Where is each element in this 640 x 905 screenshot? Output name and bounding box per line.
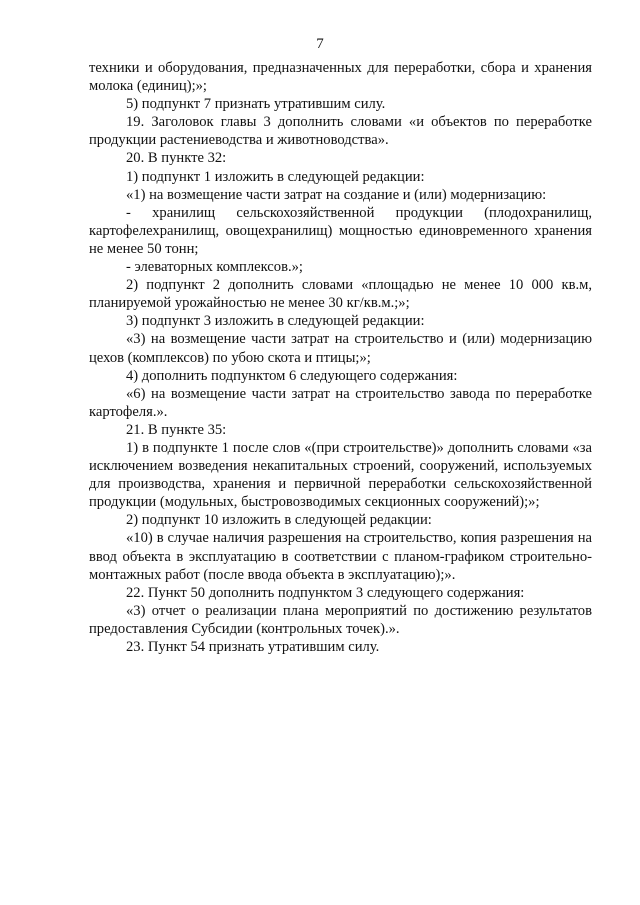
paragraph-item-19: 19. Заголовок главы 3 дополнить словами «и объектов по переработке продукции растениеводства и животноводства». (89, 114, 592, 149)
paragraph-continuation: техники и оборудования, предназначенных для переработки, сбора и хранения молока (единиц);»; (89, 60, 592, 95)
paragraph-item-20-sub-4-text: «6) на возмещение части затрат на строительство завода по переработке картофеля.». (89, 385, 592, 420)
paragraph-item-20-sub-1-text: «1) на возмещение части затрат на создание и (или) модернизацию: (126, 186, 547, 203)
paragraph-item-20: 20. В пункте 32: (126, 150, 227, 167)
paragraph-bullet-storage: - хранилищ сельскохозяйственной продукции (плодохранилищ, картофелехранилищ, овощехранилищ) мощностью единовременного хранения не менее 50 тонн; (89, 204, 592, 257)
paragraph-item-20-sub-3: 3) подпункт 3 изложить в следующей редакции: (126, 313, 425, 330)
paragraph-item-21-sub-2: 2) подпункт 10 изложить в следующей редакции: (126, 512, 432, 529)
paragraph-item-20-sub-1: 1) подпункт 1 изложить в следующей редакции: (126, 168, 425, 185)
paragraph-item-20-sub-4: 4) дополнить подпунктом 6 следующего содержания: (126, 367, 458, 384)
paragraph-item-21-sub-2-text: «10) в случае наличия разрешения на строительство, копия разрешения на ввод объекта в эксплуатацию в соответствии с планом-графиком строительно-монтажных работ (после ввода объекта в эксплуатацию);». (89, 530, 592, 583)
paragraph-item-20-sub-2: 2) подпункт 2 дополнить словами «площадью не менее 10 000 кв.м, планируемой урожайностью не менее 30 кг/кв.м.;»; (89, 277, 592, 312)
paragraph-item-22-text: «3) отчет о реализации плана мероприятий по достижению результатов предоставления Субсидии (контрольных точек).». (89, 602, 592, 637)
paragraph-item-22: 22. Пункт 50 дополнить подпунктом 3 следующего содержания: (126, 584, 525, 601)
paragraph-item-21: 21. В пункте 35: (126, 421, 227, 438)
page-number: 7 (316, 36, 324, 52)
paragraph-subitem-5: 5) подпункт 7 признать утратившим силу. (126, 96, 386, 113)
paragraph-item-23: 23. Пункт 54 признать утратившим силу. (126, 639, 380, 655)
document-body (89, 59, 592, 656)
paragraph-item-20-sub-3-text: «3) на возмещение части затрат на строительство и (или) модернизацию цехов (комплексов) по убою скота и птицы;»; (89, 331, 592, 366)
paragraph-item-21-sub-1: 1) в подпункте 1 после слов «(при строительстве)» дополнить словами «за исключением возведения некапитальных строений, сооружений, используемых для производства, хранения и первичной переработки сельскохозяйственной продукции (модульных, быстровозводимых секционных сооружений);»; (89, 439, 592, 511)
paragraph-bullet-elevators: - элеваторных комплексов.»; (126, 259, 303, 276)
